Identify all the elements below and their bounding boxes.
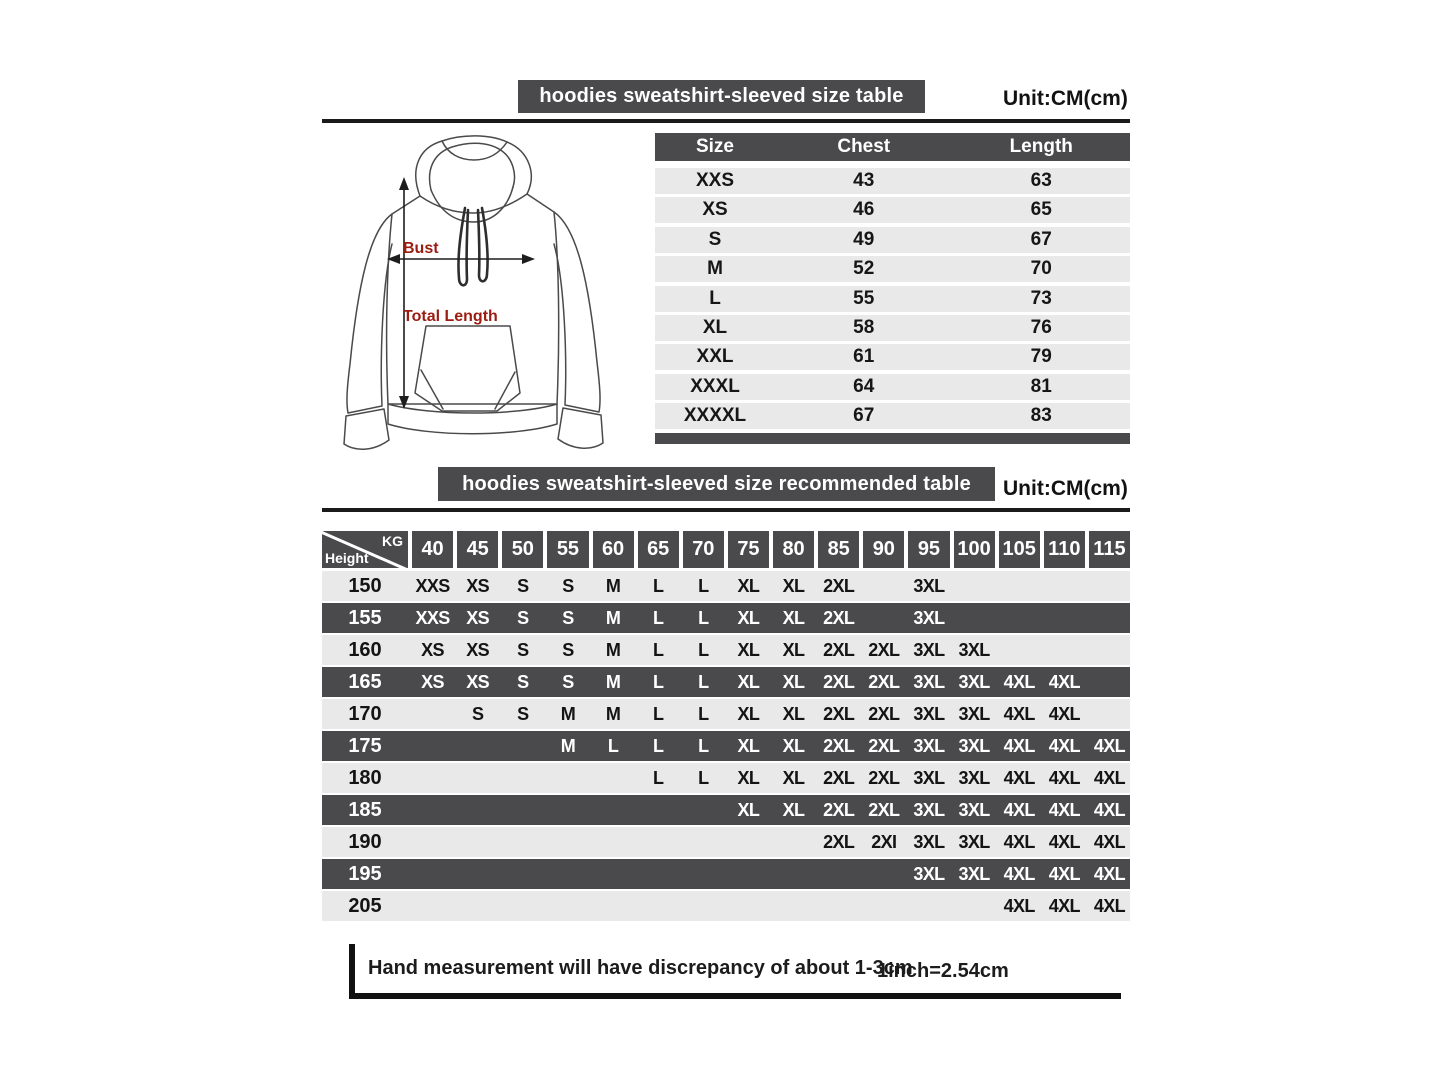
recommended-size-cell: XS	[466, 639, 490, 660]
recommended-size-cell: L	[652, 575, 664, 596]
size-table-cell: S	[708, 228, 722, 250]
recommended-size-table	[322, 531, 1130, 923]
size-table-cell: 73	[1030, 287, 1052, 309]
recommended-size-cell: XL	[782, 575, 805, 596]
recommended-table-title-bar	[438, 467, 995, 501]
recommended-size-cell: 3XL	[913, 575, 945, 596]
height-weight-corner-cell	[322, 531, 408, 568]
recommended-size-cell: M	[605, 607, 621, 628]
size-table-cell: 49	[853, 228, 875, 250]
recommended-row-175	[322, 731, 1130, 761]
size-table-title-bar	[518, 80, 925, 113]
weight-column-header-40: 40	[412, 531, 453, 568]
recommended-size-cell: XL	[782, 799, 805, 820]
recommended-size-cell: L	[698, 575, 709, 596]
recommended-size-cell: M	[560, 735, 576, 756]
height-axis-label: Height	[325, 550, 369, 566]
recommended-size-cell: XL	[782, 671, 805, 692]
kg-axis-label: KG	[382, 533, 403, 549]
recommended-size-cell: L	[652, 639, 664, 660]
recommended-size-cell: M	[605, 575, 621, 596]
size-table-cell: 63	[1030, 170, 1052, 191]
recommended-size-cell: 3XL	[913, 639, 945, 660]
recommended-size-cell: XL	[782, 735, 805, 756]
recommended-size-cell: XL	[737, 703, 760, 724]
size-table-row-xxxl	[655, 374, 1130, 400]
recommended-size-cell: 3XL	[958, 735, 990, 756]
size-table-cell: 79	[1030, 346, 1052, 368]
inch-conversion-note: 1inch=2.54cm	[877, 960, 1009, 982]
size-table-row-xs	[655, 197, 1130, 223]
recommended-size-cell: 3XL	[958, 831, 990, 852]
size-table-cell: XXL	[696, 346, 734, 368]
recommended-size-cell: 3XL	[958, 639, 990, 660]
recommended-size-cell: 2XL	[823, 831, 855, 852]
recommended-size-cell: 3XL	[913, 831, 945, 852]
size-table-row-xl	[655, 315, 1130, 341]
recommended-size-cell: 3XL	[958, 863, 990, 884]
recommended-size-cell: 2XL	[823, 607, 855, 628]
recommended-size-cell: XS	[466, 607, 490, 628]
height-row-label: 175	[348, 734, 382, 757]
recommended-size-cell: S	[562, 639, 574, 660]
size-table-row-l	[655, 286, 1130, 312]
recommended-row-170	[322, 699, 1130, 729]
weight-column-header-85: 85	[818, 531, 859, 568]
recommended-size-cell: 4XL	[1048, 831, 1080, 852]
recommended-size-cell: L	[652, 607, 664, 628]
size-table-cell: 55	[853, 287, 875, 309]
size-table-cell: 52	[853, 258, 875, 280]
size-table-cell: XXS	[695, 170, 735, 191]
recommended-size-cell: 4XL	[1003, 831, 1035, 852]
size-table-title: hoodies sweatshirt-sleeved size table	[539, 85, 904, 107]
height-row-label: 155	[348, 606, 382, 629]
size-table-row-xxl	[655, 344, 1130, 370]
size-table-cell: 81	[1030, 375, 1052, 397]
weight-column-header-95: 95	[908, 531, 949, 568]
size-table-cell: XL	[702, 316, 728, 338]
size-table-cell: XXXXL	[683, 405, 747, 427]
recommended-size-cell: 4XL	[1003, 863, 1035, 884]
recommended-size-cell: 3XL	[913, 767, 945, 788]
weight-column-header-60: 60	[593, 531, 634, 568]
recommended-size-cell: XS	[421, 639, 444, 660]
recommended-size-cell: 2XI	[871, 831, 897, 852]
recommended-size-cell: 3XL	[958, 799, 990, 820]
divider-line-2	[322, 508, 1130, 512]
recommended-size-cell: S	[562, 671, 574, 692]
size-table-row-m	[655, 256, 1130, 282]
recommended-size-cell: 2XL	[823, 671, 855, 692]
size-table-row-xxs	[655, 168, 1130, 194]
recommended-size-cell: 4XL	[1048, 735, 1080, 756]
recommended-size-cell: 4XL	[1093, 735, 1126, 756]
size-table-header-row	[655, 133, 1130, 161]
recommended-size-cell: 4XL	[1048, 895, 1080, 916]
recommended-row-165	[322, 667, 1130, 697]
recommended-size-cell: L	[652, 735, 664, 756]
recommended-size-cell: 3XL	[958, 703, 990, 724]
weight-column-header-50: 50	[502, 531, 543, 568]
size-table-bottom-bar	[655, 433, 1130, 444]
recommended-size-cell: 4XL	[1003, 767, 1035, 788]
size-table-cell: L	[709, 287, 721, 309]
recommended-size-cell: S	[562, 607, 574, 628]
size-table-cell: XXXL	[690, 375, 740, 397]
recommended-size-cell: XL	[737, 671, 760, 692]
size-table-header-chest: Chest	[837, 136, 891, 157]
recommended-size-cell: S	[471, 703, 484, 724]
recommended-row-205	[322, 891, 1130, 921]
recommended-row-150	[322, 571, 1130, 601]
recommended-size-cell: XXS	[415, 575, 450, 596]
footer-bottom-line	[349, 993, 1121, 999]
recommended-size-cell: 2XL	[868, 671, 900, 692]
weight-column-header-105: 105	[999, 531, 1040, 568]
recommended-table-body	[322, 571, 1130, 921]
recommended-size-cell: 3XL	[913, 671, 945, 692]
size-table-cell: XS	[702, 199, 728, 221]
height-row-label: 205	[348, 894, 382, 917]
recommended-size-cell: 3XL	[958, 671, 990, 692]
size-table-cell: 67	[1030, 228, 1052, 250]
recommended-size-cell: 2XL	[823, 703, 855, 724]
recommended-size-cell: 4XL	[1003, 735, 1035, 756]
size-table-row-xxxxl	[655, 403, 1130, 429]
recommended-size-cell: L	[652, 671, 664, 692]
recommended-size-cell: S	[517, 703, 529, 724]
recommended-size-cell: 2XL	[868, 767, 900, 788]
weight-column-header-115: 115	[1089, 531, 1130, 568]
hoodie-line-drawing	[330, 132, 622, 458]
recommended-size-cell: XL	[737, 735, 760, 756]
size-table-cell: 58	[853, 316, 875, 338]
recommended-size-cell: 4XL	[1048, 767, 1080, 788]
recommended-size-cell: XS	[466, 575, 490, 596]
height-row-label: 170	[348, 702, 382, 725]
recommended-row-155	[322, 603, 1130, 633]
recommended-size-cell: 2XL	[823, 575, 855, 596]
size-table-header-length: Length	[1009, 136, 1073, 157]
recommended-size-cell: 4XL	[1093, 895, 1126, 916]
weight-column-header-65: 65	[638, 531, 679, 568]
recommended-size-cell: XL	[737, 799, 760, 820]
recommended-size-cell: 2XL	[868, 799, 900, 820]
recommended-size-cell: XXS	[415, 607, 450, 628]
recommended-size-cell: 3XL	[958, 767, 990, 788]
recommended-size-cell: 2XL	[823, 767, 855, 788]
weight-column-header-100: 100	[954, 531, 995, 568]
recommended-size-cell: XL	[737, 639, 760, 660]
recommended-size-cell: 4XL	[1048, 863, 1080, 884]
size-table-cell: M	[707, 258, 723, 280]
recommended-size-cell: 4XL	[1003, 895, 1035, 916]
size-table-cell: 65	[1030, 199, 1052, 221]
recommended-size-cell: XL	[782, 767, 805, 788]
weight-column-header-80: 80	[773, 531, 814, 568]
recommended-size-cell: XL	[737, 607, 760, 628]
unit-label-1: Unit:CM(cm)	[1003, 87, 1128, 110]
height-row-label: 180	[348, 766, 382, 789]
recommended-row-185	[322, 795, 1130, 825]
recommended-size-cell: L	[698, 671, 709, 692]
recommended-size-cell: 4XL	[1003, 703, 1035, 724]
recommended-size-cell: 2XL	[868, 639, 900, 660]
recommended-size-cell: 4XL	[1048, 671, 1080, 692]
size-table-body	[655, 168, 1130, 429]
recommended-size-cell: S	[517, 575, 529, 596]
recommended-size-cell: L	[698, 735, 709, 756]
recommended-table-title: hoodies sweatshirt-sleeved size recommended table	[462, 472, 971, 495]
size-table-cell: 46	[853, 199, 875, 221]
recommended-size-cell: S	[517, 607, 529, 628]
recommended-size-cell: L	[698, 767, 709, 788]
recommended-size-cell: 4XL	[1093, 799, 1126, 820]
size-table-row-s	[655, 227, 1130, 253]
bust-label: Bust	[403, 240, 439, 257]
height-row-label: 190	[348, 830, 382, 853]
size-table-header-size: Size	[695, 136, 735, 157]
recommended-size-cell: XL	[782, 703, 805, 724]
recommended-size-cell: XL	[737, 575, 760, 596]
recommended-row-190	[322, 827, 1130, 857]
weight-column-header-110: 110	[1044, 531, 1085, 568]
size-table	[655, 133, 1130, 444]
height-row-label: 185	[348, 798, 382, 821]
weight-column-header-90: 90	[863, 531, 904, 568]
recommended-size-cell: 2XL	[823, 735, 855, 756]
recommended-size-cell: 4XL	[1093, 863, 1126, 884]
recommended-row-160	[322, 635, 1130, 665]
recommended-size-cell: L	[652, 767, 664, 788]
recommended-size-cell: S	[562, 575, 574, 596]
height-row-label: 165	[348, 670, 382, 693]
recommended-size-cell: S	[517, 671, 529, 692]
recommended-size-cell: XL	[782, 639, 805, 660]
recommended-size-cell: M	[605, 639, 621, 660]
recommended-size-cell: L	[698, 639, 709, 660]
recommended-row-180	[322, 763, 1130, 793]
weight-column-header-75: 75	[728, 531, 769, 568]
recommended-size-cell: L	[652, 703, 664, 724]
recommended-size-cell: 3XL	[913, 799, 945, 820]
recommended-size-cell: 3XL	[913, 735, 945, 756]
height-row-label: 150	[348, 574, 382, 597]
recommended-size-cell: 4XL	[1048, 703, 1080, 724]
recommended-size-cell: L	[698, 703, 709, 724]
recommended-size-cell: L	[607, 735, 619, 756]
footer-left-bar	[349, 944, 355, 999]
size-table-cell: 76	[1030, 316, 1052, 338]
recommended-size-cell: XL	[782, 607, 805, 628]
recommended-size-cell: 2XL	[823, 799, 855, 820]
recommended-size-cell: M	[560, 703, 576, 724]
recommended-size-cell: M	[605, 703, 621, 724]
size-table-cell: 43	[853, 170, 875, 191]
recommended-size-cell: M	[605, 671, 621, 692]
recommended-size-cell: L	[698, 607, 709, 628]
size-table-cell: 64	[853, 375, 875, 397]
size-table-cell: 70	[1030, 258, 1052, 280]
recommended-size-cell: 4XL	[1093, 831, 1126, 852]
recommended-size-cell: 3XL	[913, 703, 945, 724]
height-row-label: 160	[348, 638, 382, 661]
recommended-size-cell: XS	[466, 671, 490, 692]
unit-label-2: Unit:CM(cm)	[1003, 477, 1128, 500]
recommended-size-cell: 3XL	[913, 607, 945, 628]
size-table-cell: 67	[853, 405, 875, 427]
recommended-size-cell: 2XL	[868, 703, 900, 724]
recommended-table-header-row	[322, 531, 1130, 568]
recommended-size-cell: 4XL	[1003, 671, 1035, 692]
recommended-row-195	[322, 859, 1130, 889]
size-table-cell: 61	[853, 346, 875, 368]
recommended-size-cell: 4XL	[1093, 767, 1126, 788]
hoodie-measurement-diagram	[330, 132, 622, 458]
recommended-size-cell: XL	[737, 767, 760, 788]
recommended-size-cell: 2XL	[823, 639, 855, 660]
recommended-size-cell: 4XL	[1003, 799, 1035, 820]
recommended-size-cell: 3XL	[913, 863, 945, 884]
measurement-discrepancy-note: Hand measurement will have discrepancy of about 1-3cm	[368, 957, 913, 979]
weight-column-header-55: 55	[547, 531, 588, 568]
total-length-label: Total Length	[403, 308, 498, 325]
weight-column-header-45: 45	[457, 531, 498, 568]
recommended-size-cell: 2XL	[868, 735, 900, 756]
recommended-size-cell: 4XL	[1048, 799, 1080, 820]
recommended-size-cell: XS	[421, 671, 444, 692]
divider-line-1	[322, 119, 1130, 123]
weight-column-header-70: 70	[683, 531, 724, 568]
size-table-cell: 83	[1030, 405, 1052, 427]
recommended-size-cell: S	[517, 639, 529, 660]
height-row-label: 195	[348, 862, 382, 885]
